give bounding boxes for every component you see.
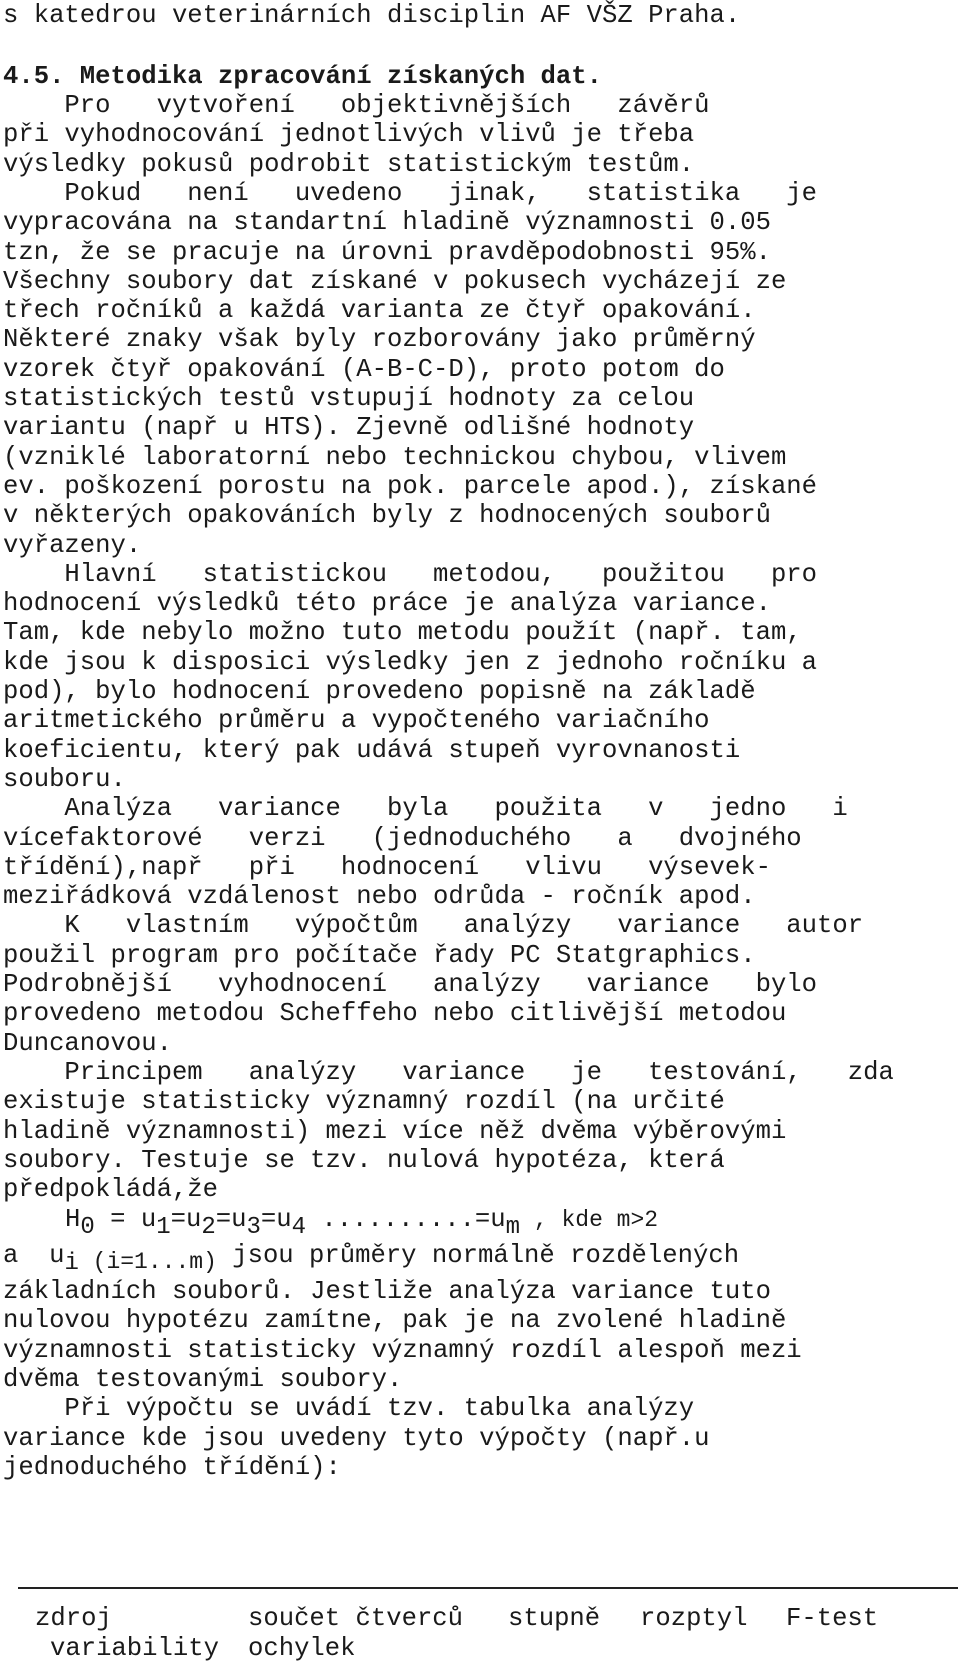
text-line: vícefaktorové verzi (jednoduchého a dvojného bbox=[3, 823, 802, 853]
text-line: ev. poškození porostu na pok. parcele apod.), získané bbox=[3, 471, 818, 501]
text-line: vzorek čtyř opakování (A-B-C-D), proto potom do bbox=[3, 354, 725, 384]
text-line: kde jsou k disposici výsledky jen z jednoho ročníku a bbox=[3, 647, 818, 677]
text-line: Hlavní statistickou metodou, použitou pro bbox=[3, 559, 818, 589]
text-line: základních souborů. Jestliže analýza variance tuto bbox=[3, 1277, 771, 1306]
hypothesis-formula: $H_0 = u_1=u_2=u_3=u_4$ $..........=u_m$ , kde m>2 bbox=[65, 1205, 659, 1241]
header-ochylek: ochylek bbox=[248, 1634, 356, 1663]
text-line: nulovou hypotézu zamítne, pak je na zvolené hladině bbox=[3, 1306, 787, 1336]
top-fragment: s katedrou veterinárních disciplin AF VŠZ Praha. bbox=[3, 1, 741, 30]
text-line: tzn, že se pracuje na úrovni pravděpodobnosti 95%. bbox=[3, 237, 771, 267]
section-heading: 4.5. Metodika zpracování získaných dat. bbox=[3, 62, 602, 91]
text-line: Některé znaky však byly rozborovány jako průměrný bbox=[3, 325, 756, 355]
text-line: variantu (např u HTS). Zjevně odlišné hodnoty bbox=[3, 413, 695, 443]
text-line: v některých opakováních byly z hodnocených souborů bbox=[3, 501, 771, 531]
text-line: Pro vytvoření objektivnějších závěrů bbox=[3, 91, 710, 120]
text-line: Tam, kde nebylo možno tuto metodu použít (např. tam, bbox=[3, 618, 802, 648]
means-line: a $u_i$ (i=1...m) jsou průměry normálně rozdělených bbox=[3, 1241, 740, 1277]
text-line: významnosti statisticky významný rozdíl alespoň mezi bbox=[3, 1335, 802, 1365]
text-line: dvěma testovanými soubory. bbox=[3, 1364, 403, 1394]
header-variability: variability bbox=[50, 1634, 219, 1663]
text-line: Všechny soubory dat získané v pokusech vycházejí ze bbox=[3, 266, 787, 296]
header-stupne: stupně bbox=[508, 1604, 601, 1633]
text-line: Duncanovou. bbox=[3, 1028, 172, 1058]
text-line: pod), bylo hodnocení provedeno popisně na základě bbox=[3, 677, 756, 706]
text-line: Podrobnější vyhodnocení analýzy variance bylo bbox=[3, 970, 818, 999]
header-soucet-ctvercu: součet čtverců bbox=[248, 1604, 464, 1633]
text-line: koeficientu, který pak udává stupeň vyrovnanosti bbox=[3, 735, 741, 765]
text-line: meziřádková vzdálenost nebo odrůda - ročník apod. bbox=[3, 882, 756, 912]
text-line: výsledky pokusů podrobit statistickým testům. bbox=[3, 149, 695, 179]
text-line: vyřazeny. bbox=[3, 530, 142, 560]
text-line: Pokud není uvedeno jinak, statistika je bbox=[3, 178, 818, 208]
text-line: K vlastním výpočtům analýzy variance autor bbox=[3, 911, 864, 941]
text-line: existuje statisticky významný rozdíl (na určité bbox=[3, 1087, 725, 1117]
text-line: jednoduchého třídění): bbox=[3, 1452, 341, 1482]
text-line: hodnocení výsledků této práce je analýza variance. bbox=[3, 589, 771, 619]
text-line: Principem analýzy variance je testování, zda bbox=[3, 1057, 894, 1087]
header-zdroj: zdroj bbox=[35, 1604, 112, 1633]
text-line: variance kde jsou uvedeny tyto výpočty (např.u bbox=[3, 1423, 710, 1453]
table-top-rule bbox=[18, 1587, 958, 1589]
text-line: statistických testů vstupují hodnoty za celou bbox=[3, 384, 695, 413]
text-line: předpokládá,že bbox=[3, 1175, 219, 1205]
text-line: Analýza variance byla použita v jedno i bbox=[3, 794, 848, 824]
text-line: aritmetického průměru a vypočteného variačního bbox=[3, 706, 710, 736]
text-line: soubory. Testuje se tzv. nulová hypotéza, která bbox=[3, 1145, 725, 1175]
text-line: třídění),např při hodnocení vlivu výsevek- bbox=[3, 852, 771, 882]
text-line: souboru. bbox=[3, 764, 126, 794]
header-rozptyl: rozptyl bbox=[640, 1604, 748, 1633]
text-line: hladině významnosti) mezi více něž dvěma výběrovými bbox=[3, 1116, 787, 1146]
header-f-test: F-test bbox=[786, 1604, 879, 1633]
text-line: (vzniklé laboratorní nebo technickou chybou, vlivem bbox=[3, 442, 787, 472]
text-line: vypracována na standartní hladině významnosti 0.05 bbox=[3, 208, 771, 238]
text-line: provedeno metodou Scheffeho nebo citlivější metodou bbox=[3, 999, 787, 1029]
text-line: Při výpočtu se uvádí tzv. tabulka analýzy bbox=[3, 1394, 695, 1424]
text-line: při vyhodnocování jednotlivých vlivů je třeba bbox=[3, 120, 695, 150]
text-line: použil program pro počítače řady PC Statgraphics. bbox=[3, 940, 756, 970]
text-line: třech ročníků a každá varianta ze čtyř opakování. bbox=[3, 296, 756, 326]
